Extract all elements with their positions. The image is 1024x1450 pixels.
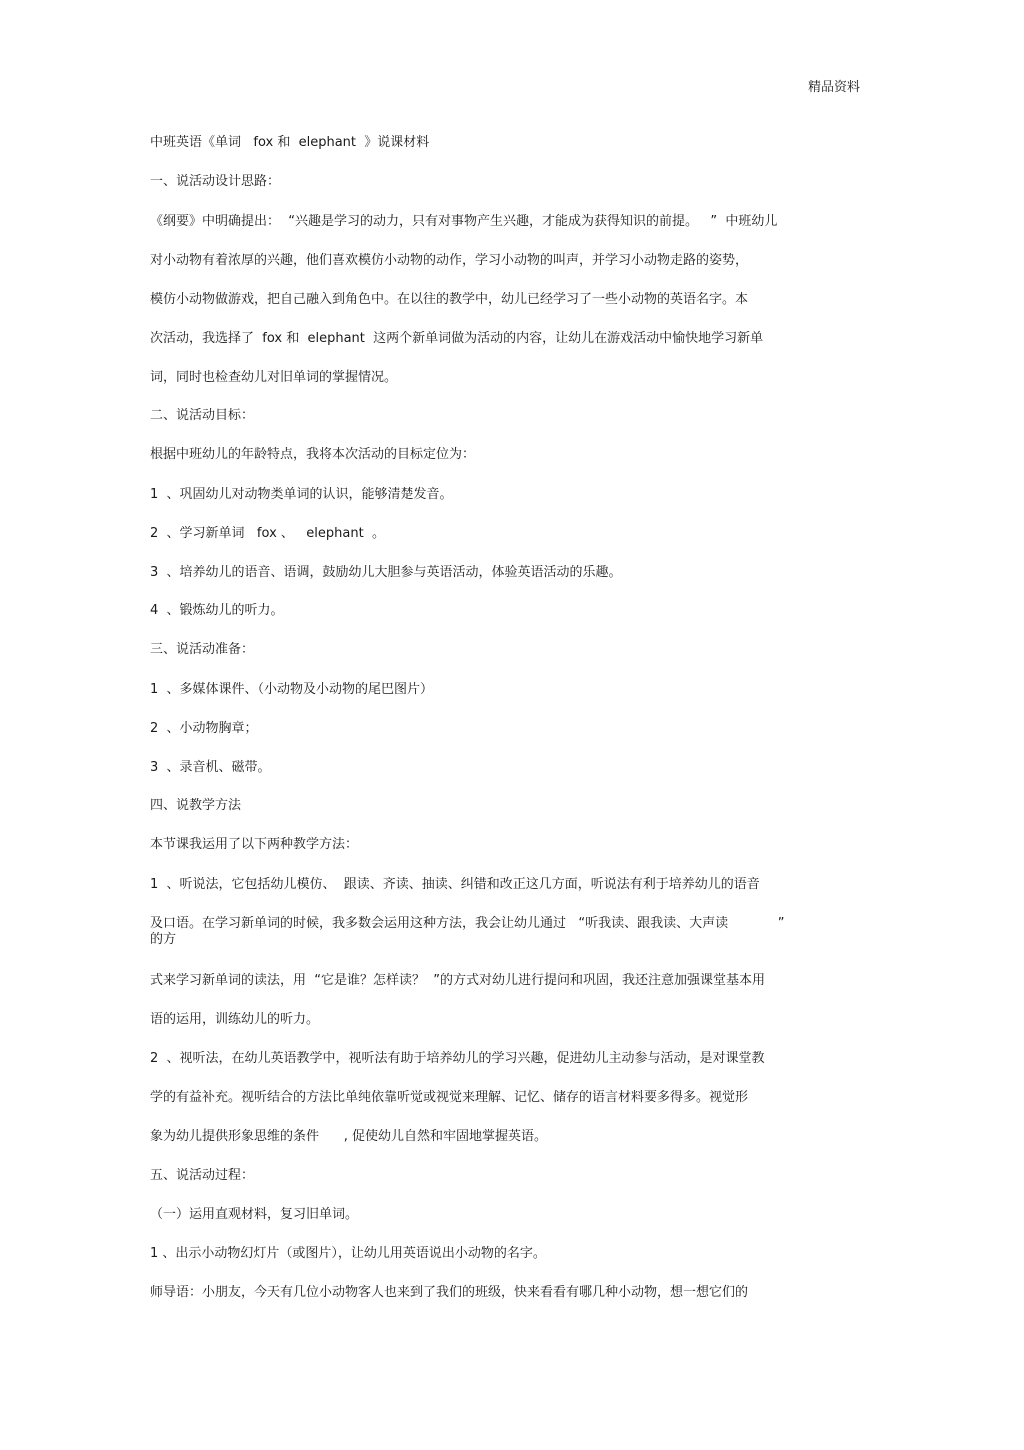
subsection-heading: （一）运用直观材料，复习旧单词。	[150, 1207, 359, 1222]
paragraph-line: 本节课我运用了以下两种教学方法：	[150, 837, 359, 852]
section-heading: 三、说活动准备：	[150, 642, 255, 657]
list-item: 2 、视听法，在幼儿英语教学中，视听法有助于培养幼儿的学习兴趣，促进幼儿主动参与活动，是对课堂教	[150, 1051, 765, 1066]
section-heading: 四、说教学方法	[150, 798, 242, 813]
list-item: 3 、录音机、磁带。	[150, 760, 271, 775]
paragraph-line: 及口语。在学习新单词的时候，我多数会运用这种方法，我会让幼儿通过 “听我读、跟我读、大声读 ” 的方	[150, 916, 785, 947]
paragraph-line: 师导语：小朋友，今天有几位小动物客人也来到了我们的班级，快来看看有哪几种小动物，想一想它们的	[150, 1285, 749, 1300]
section-heading: 二、说活动目标：	[150, 408, 255, 423]
list-item: 1 、多媒体课件、（小动物及小动物的尾巴图片）	[150, 682, 434, 697]
list-item: 2 、学习新单词 fox 、 elephant 。	[150, 526, 385, 541]
section-heading: 五、说活动过程：	[150, 1168, 255, 1183]
list-item: 1 、巩固幼儿对动物类单词的认识，能够清楚发音。	[150, 487, 453, 502]
paragraph-line: 模仿小动物做游戏，把自己融入到角色中。在以往的教学中，幼儿已经学习了一些小动物的英语名字。本	[150, 292, 749, 307]
document-title: 中班英语《单词 fox 和 elephant 》说课材料	[150, 135, 430, 150]
list-item: 1 、听说法，它包括幼儿模仿、 跟读、齐读、抽读、纠错和改正这几方面，听说法有利于培养幼儿的语音	[150, 877, 760, 892]
paragraph-line: 式来学习新单词的读法，用 “它是谁？怎样读？ ”的方式对幼儿进行提问和巩固，我还注意加强课堂基本用	[150, 973, 765, 988]
paragraph-line: 《纲要》中明确提出： “兴趣是学习的动力，只有对事物产生兴趣，才能成为获得知识的前提。 ” 中班幼儿	[150, 214, 778, 229]
list-item: 1 、出示小动物幻灯片（或图片），让幼儿用英语说出小动物的名字。	[150, 1246, 546, 1261]
list-item: 2 、小动物胸章；	[150, 721, 258, 736]
paragraph-line: 词，同时也检查幼儿对旧单词的掌握情况。	[150, 370, 398, 385]
header-label: 精品资料	[808, 80, 861, 95]
list-item: 4 、锻炼幼儿的听力。	[150, 603, 284, 618]
paragraph-line: 次活动，我选择了 fox 和 elephant 这两个新单词做为活动的内容，让幼儿在游戏活动中愉快地学习新单	[150, 331, 764, 346]
list-item: 3 、培养幼儿的语音、语调，鼓励幼儿大胆参与英语活动，体验英语活动的乐趣。	[150, 565, 622, 580]
section-heading: 一、说活动设计思路：	[150, 174, 281, 189]
paragraph-line: 学的有益补充。视听结合的方法比单纯依靠听觉或视觉来理解、记忆、储存的语言材料要多得多。视觉形	[150, 1090, 749, 1105]
paragraph-line: 象为幼儿提供形象思维的条件 , 促使幼儿自然和牢固地掌握英语。	[150, 1129, 548, 1144]
paragraph-line: 对小动物有着浓厚的兴趣，他们喜欢模仿小动物的动作，学习小动物的叫声，并学习小动物走路的姿势，	[150, 253, 749, 268]
paragraph-line: 根据中班幼儿的年龄特点，我将本次活动的目标定位为：	[150, 447, 476, 462]
paragraph-line: 语的运用，训练幼儿的听力。	[150, 1012, 320, 1027]
